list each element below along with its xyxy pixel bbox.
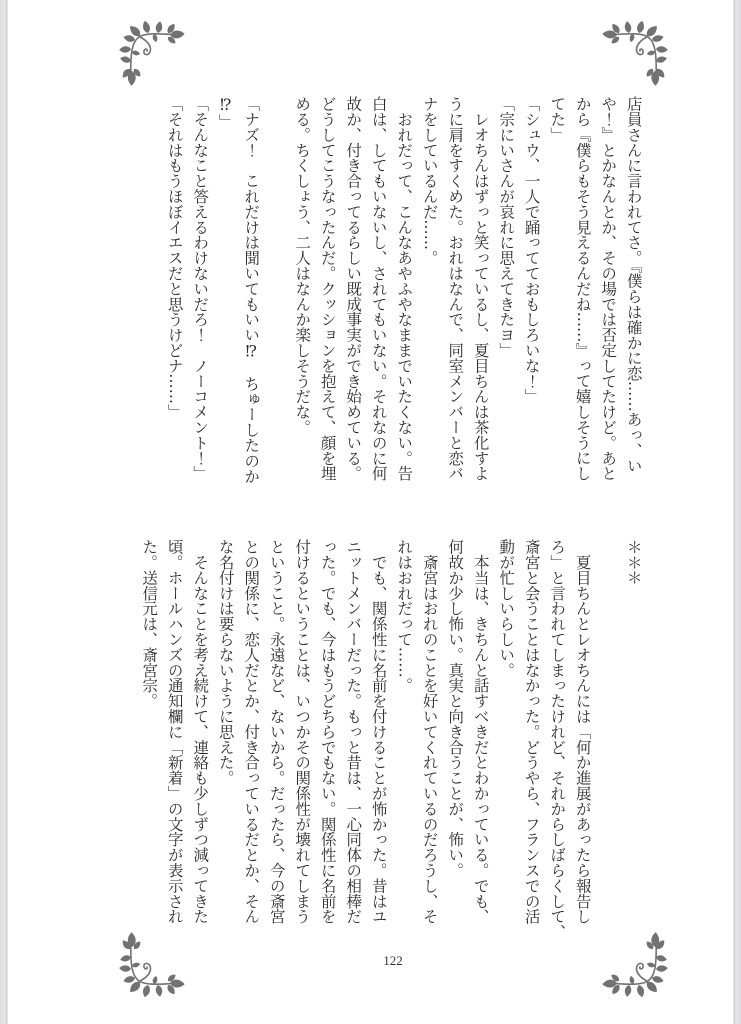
dialogue-column: 「ナズ！ これだけは聞いてもいい⁉ ちゅーしたのか [242,95,261,484]
text-column: 店員さんに言われてさ。『僕らは確かに恋……あっ、い [624,95,643,473]
page-edge-right [733,0,741,1024]
dialogue-column: 「それはもうほぼイエスだと思うけどナ……」 [165,95,184,419]
text-column: める。ちくしょう、二人はなんか楽しそうだな。 [293,95,312,435]
blank-line [595,539,621,939]
text-column: レオちんはずっと笑っているし、夏目ちんは茶化すよ [471,95,490,481]
text-column: 夏目ちんとレオちんには「何か進展があったら報告し [573,539,592,924]
text-column: から『僕らもそう見えるんだね……』って嬉しそうにし [573,95,592,481]
page-number: 122 [383,953,403,968]
text-column: との関係に、恋人だとか、付き合っているだとか、そん [242,539,261,924]
corner-ornament-bottom-right-icon [602,932,672,1002]
page-edge-left [0,0,8,1024]
text-column: うに肩をすくめた。おれはなんで、同室メンバーと恋バ [446,95,465,481]
text-column: 斎宮と会うことはなかった。どうやら、フランスでの活 [522,539,541,924]
text-column: れはおれだって……。 [395,539,414,693]
corner-ornament-top-left-icon [115,16,185,86]
text-column: 本当は、きちんと話すべきだとわかっている。でも、 [471,539,490,924]
text-column: ニットメンバーだった。もっと昔は、一心同体の相棒だ [344,539,363,924]
text-column: や！』とかなんとか、その場では否定してたけど。あと [599,95,618,481]
text-column: おれだって、こんなあやふやなままでいたくない。告 [395,95,414,481]
text-column: 動が忙しいらしい。 [497,539,516,678]
text-column: ろ」と言われてしまったけれど、それからしばらくして、 [548,539,567,940]
text-column: った。でも、今はもうどちらでもない。関係性に名前を [318,539,337,924]
text-column: そんなことを考え続けて、連絡も少しずつ減ってきた [191,539,210,924]
text-column: な名付けは要らないように思えた。 [216,539,235,786]
upper-text-block [161,96,646,496]
corner-ornament-bottom-left-icon [115,932,185,1002]
text-column: た。送信元は、斎宮宗。 [140,539,159,709]
text-column: ということ。永遠など、ないから。だったら、今の斎宮 [267,539,286,924]
section-break: ＊＊＊ [624,539,643,586]
text-column: ナをしているんだ……。 [420,95,439,265]
dialogue-column: 「そんなこと答えるわけないだろ！ ノーコメント！」 [191,95,210,481]
text-column: てた」 [548,95,567,142]
dialogue-column: 「シュウ、一人で踊ってておもしろいな！」 [522,95,541,404]
text-column: 白は、してもいないし、されてもいない。それなのに何 [369,95,388,481]
dialogue-column: ⁉」 [216,95,235,129]
dialogue-column: 「宗にいさんが哀れに思えてきたヨ」 [497,95,516,358]
text-column: 故か、付き合ってるらしい既成事実ができ始めている。 [344,95,363,481]
corner-ornament-top-right-icon [602,16,672,86]
text-column: 何故か少し怖い。真実と向き合うことが、怖い。 [446,539,465,878]
text-column: 付けるということは、いつかその関係性が壊れてしまう [293,539,312,924]
text-column: 斎宮はおれのことを好いてくれているのだろうし、そ [420,539,439,924]
text-column: でも、関係性に名前を付けることが怖かった。昔はユ [369,539,388,924]
lower-text-block [136,539,646,939]
text-column: どうしてこうなったんだ。クッションを抱えて、顔を埋 [318,95,337,481]
text-column: 頃。ホールハンズの通知欄に「新着」の文字が表示され [165,539,184,924]
blank-line [263,96,289,496]
